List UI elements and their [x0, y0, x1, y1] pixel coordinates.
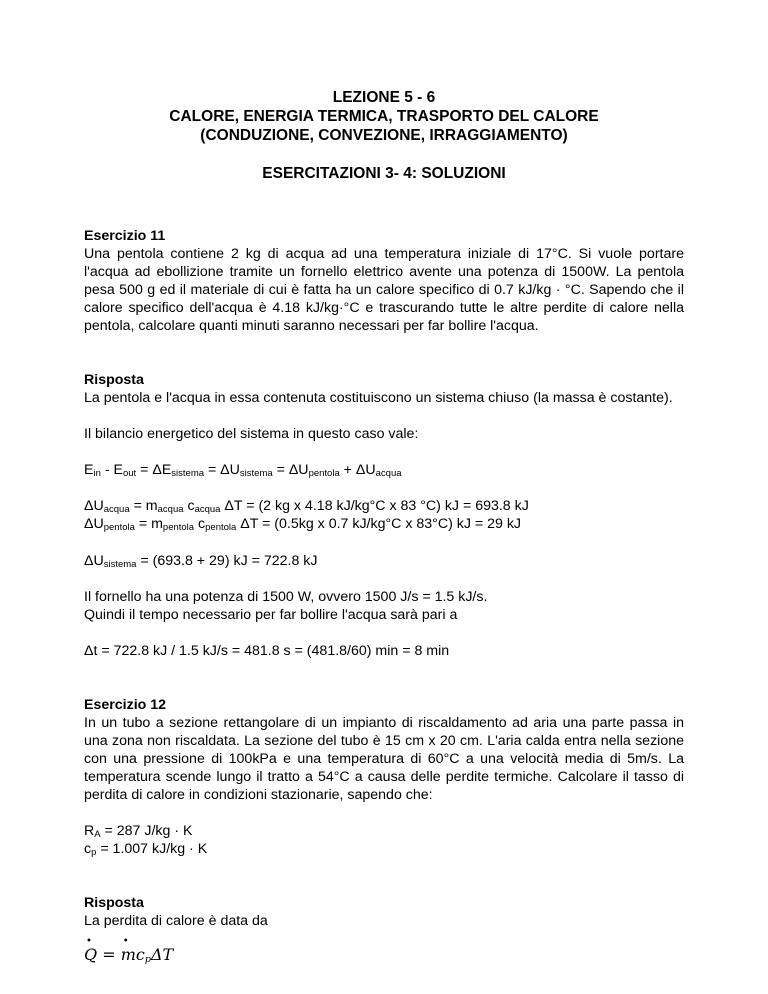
answer-11-paragraph: La pentola e l'acqua in essa contenuta costituiscono un sistema chiuso (la massa è costante).	[84, 390, 673, 406]
heat-loss-formula: • Q = • $mc_p\Delta T$	[84, 946, 173, 964]
lesson-topic: CALORE, ENERGIA TERMICA, TRASPORTO DEL CALORE	[169, 108, 599, 125]
lesson-subtopic: (CONDUZIONE, CONVEZIONE, IRRAGGIAMENTO)	[200, 127, 568, 144]
time-equation: Δt = 722.8 kJ / 1.5 kJ/s = 481.8 s = (481.8/60) min = 8 min	[84, 643, 450, 659]
power-statement: Il fornello ha una potenza di 1500 W, ovvero 1500 J/s = 1.5 kJ/s.	[84, 589, 488, 605]
answer-12-intro: La perdita di calore è data da	[84, 913, 268, 929]
time-intro: Quindi il tempo necessario per far bollire l'acqua sarà pari a	[84, 607, 458, 623]
answer-11-balance-intro: Il bilancio energetico del sistema in questo caso vale:	[84, 426, 419, 442]
exercise-12-text: In un tubo a sezione rettangolare di un impianto di riscaldamento ad aria una parte passa in una zona non riscaldata. La sezione del tubo è 15 cm x 20 cm. L'aria calda entra nella sezione con una pressione di 100kPa e una temperatura di 60°C a una velocità media di 5m/s. La temperatura scende lungo il tratto a 54°C a causa delle perdite termiche. Calcolare il tasso di perdita di calore in condizioni stazionarie, sapendo che:	[84, 715, 684, 803]
answer-11-title: Risposta	[84, 372, 144, 388]
m-dot-symbol: • m	[121, 945, 136, 964]
exercise-set-title: ESERCITAZIONI 3- 4: SOLUZIONI	[262, 165, 506, 182]
delta-u-acqua-equation: $\Delta U_{acqua} = m_{acqua}$ $c_{acqua}$ ΔT = (2 kg x 4.18 kJ/kg°C x 83 °C) kJ = 693.8 kJ	[84, 498, 529, 515]
q-dot-symbol: • Q	[84, 945, 97, 964]
specific-heat-value: $c_p = 1.007$ kJ/kg · K	[84, 841, 208, 858]
exercise-11-text: Una pentola contiene 2 kg di acqua ad una temperatura iniziale di 17°C. Si vuole portare l'acqua ad ebollizione tramite un fornello elettrico avente una potenza di 1500W. La pentola pesa 500 g ed il materiale di cui è fatta ha un calore specifico di 0.7 kJ/kg · °C. Sapendo che il calore specifico dell'acqua è 4.18 kJ/kg·°C e trascurando tutte le altre perdite di calore nella pentola, calcolare quanti minuti saranno necessari per far bollire l'acqua.	[84, 246, 684, 334]
energy-balance-equation: $E_{in} - E_{out} = \Delta E_{sistema} = \Delta U_{sistema} = \Delta U_{pentola} + \Delta U_{acqua}$	[84, 462, 402, 479]
lesson-title: LEZIONE 5 - 6	[332, 89, 436, 106]
exercise-12-title: Esercizio 12	[84, 697, 167, 713]
delta-u-sistema-equation: $\Delta U_{sistema} = (693.8 + 29)$ kJ = 722.8 kJ	[84, 553, 318, 570]
exercise-11-title: Esercizio 11	[84, 228, 166, 244]
delta-u-pentola-equation: $\Delta U_{pentola} = m_{pentola}$ $c_{pentola}$ ΔT = (0.5kg x 0.7 kJ/kg°C x 83°C) kJ = 29 kJ	[84, 516, 522, 533]
gas-constant-value: $R_A = 287$ J/kg · K	[84, 823, 193, 840]
answer-12-title: Risposta	[84, 895, 144, 911]
